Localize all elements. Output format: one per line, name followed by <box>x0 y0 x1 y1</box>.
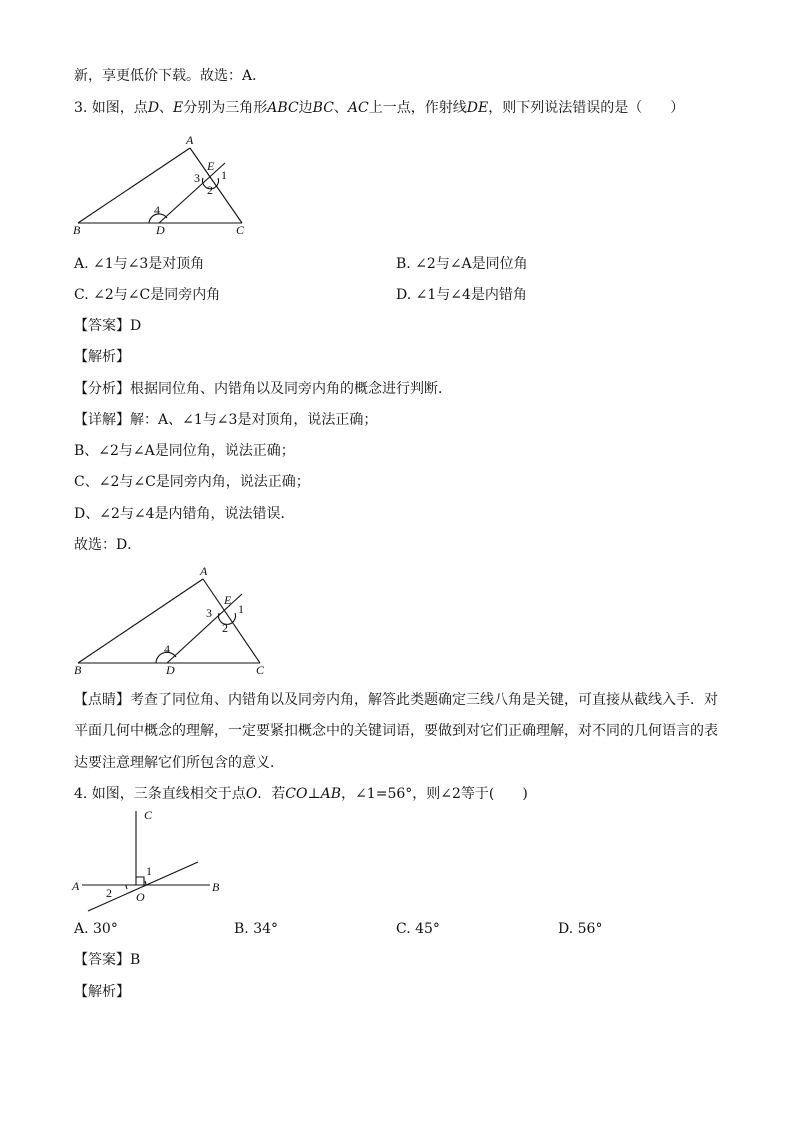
point-label-a: A <box>72 879 80 893</box>
answer-value: B <box>130 952 141 968</box>
text-span: 3. 如图，点 <box>74 100 148 116</box>
point-label: E <box>173 100 184 116</box>
angle-label-1: 1 <box>238 602 244 616</box>
vertex-label-a: A <box>200 564 208 578</box>
text-span: 、 <box>333 100 348 116</box>
segment-label: AB <box>320 786 342 802</box>
text-span: ，则下列说法错误的是（ ） <box>488 100 685 116</box>
point-label-d: D <box>156 223 165 237</box>
question-4-stem <box>74 784 528 804</box>
text-line: C、∠2与∠C是同旁内角，说法正确； <box>74 474 310 490</box>
analysis-label: 【解析】 <box>74 349 130 365</box>
text-span: 边 <box>298 100 313 116</box>
xiangjie-tag: 【详解】 <box>74 412 130 428</box>
option-a: A. ∠1与∠3是对顶角 <box>74 256 205 272</box>
text-line: 达要注意理解它们所包含的意义． <box>74 755 284 771</box>
option-a: A. 30° <box>74 921 118 937</box>
analysis-tag <box>74 347 130 367</box>
vertex-label-a: A <box>186 133 194 147</box>
segment-label: BC <box>312 100 334 116</box>
xiangjie-line <box>74 410 377 430</box>
option-b: B. ∠2与∠A是同位角 <box>396 256 528 272</box>
vertex-label-c: C <box>256 663 265 677</box>
point-label: O <box>245 786 258 802</box>
ray-label: DE <box>466 100 489 116</box>
dianjing-line <box>74 690 718 710</box>
vertex-label-b: B <box>74 663 82 677</box>
text-span: 上一点，作射线 <box>368 100 467 116</box>
option-b: B. 34° <box>234 921 279 937</box>
point-label-e: E <box>224 593 232 607</box>
text-line: 平面几何中概念的理解，一定要紧扣概念中的关键词语，要做到对它们正确理解，对不同的几何语言的表 <box>74 723 718 739</box>
angle-label-2: 2 <box>106 886 112 900</box>
text-span: 4. 如图，三条直线相交于点 <box>74 786 246 802</box>
angle-label-3: 3 <box>206 606 212 620</box>
triangle-figure-2 <box>70 562 280 682</box>
text-line: 故选：D． <box>74 537 142 553</box>
triangle-figure-1 <box>70 130 270 240</box>
option-d: D. ∠1与∠4是内错角 <box>396 287 527 303</box>
text-line: D、∠2与∠4是内错角，说法错误． <box>74 506 295 522</box>
dianjing-tag: 【点睛】 <box>74 692 130 708</box>
dianjing-text: 考查了同位角、内错角以及同旁内角，解答此类题确定三线八角是关键，可直接从截线入手．对 <box>130 692 718 708</box>
angle-label-3: 3 <box>194 171 200 185</box>
segment-label: CO <box>285 786 308 802</box>
answer-tag: 【答案】 <box>74 952 130 968</box>
analysis-label: 【解析】 <box>74 984 130 1000</box>
point-label-d: D <box>166 663 175 677</box>
triangle-label: ABC <box>267 100 299 116</box>
text-line: B、∠2与∠A是同位角，说法正确； <box>74 443 295 459</box>
answer-line <box>74 316 141 336</box>
perp-symbol: ⊥ <box>307 786 321 802</box>
point-label-b: B <box>212 880 220 894</box>
text-span: 、 <box>159 100 174 116</box>
answer-line <box>74 950 140 970</box>
vertex-label-c: C <box>236 223 245 237</box>
point-label-e: E <box>207 159 215 173</box>
point-label: D <box>147 100 160 116</box>
fenxi-line <box>74 379 452 399</box>
angle-label-4: 4 <box>164 642 170 656</box>
question-3-stem <box>74 98 684 118</box>
fenxi-tag: 【分析】 <box>74 381 130 397</box>
point-label-o: O <box>136 890 145 904</box>
angle-label-2: 2 <box>222 621 228 635</box>
segment-label: AC <box>347 100 369 116</box>
answer-value: D <box>130 318 142 334</box>
point-label-c: C <box>144 808 153 822</box>
option-c: C. ∠2与∠C是同旁内角 <box>74 287 221 303</box>
text-span: ．若 <box>257 786 286 802</box>
angle-label-2: 2 <box>207 183 213 197</box>
text-line: 新，享更低价下载。故选：A． <box>74 68 267 84</box>
analysis-tag <box>74 982 130 1002</box>
text-span: 分别为三角形 <box>183 100 268 116</box>
fenxi-text: 根据同位角、内错角以及同旁内角的概念进行判断． <box>130 381 452 397</box>
answer-tag: 【答案】 <box>74 318 130 334</box>
angle-label-4: 4 <box>154 203 160 217</box>
angle-label-1: 1 <box>146 864 152 878</box>
text-span: ，∠1=56°，则∠2等于( ) <box>341 786 528 802</box>
angle-label-1: 1 <box>221 168 227 182</box>
vertex-label-b: B <box>73 223 81 237</box>
intersecting-lines-figure <box>70 805 240 920</box>
option-c: C. 45° <box>396 921 440 937</box>
option-d: D. 56° <box>558 921 603 937</box>
xiangjie-text: 解：A、∠1与∠3是对顶角，说法正确； <box>130 412 378 428</box>
